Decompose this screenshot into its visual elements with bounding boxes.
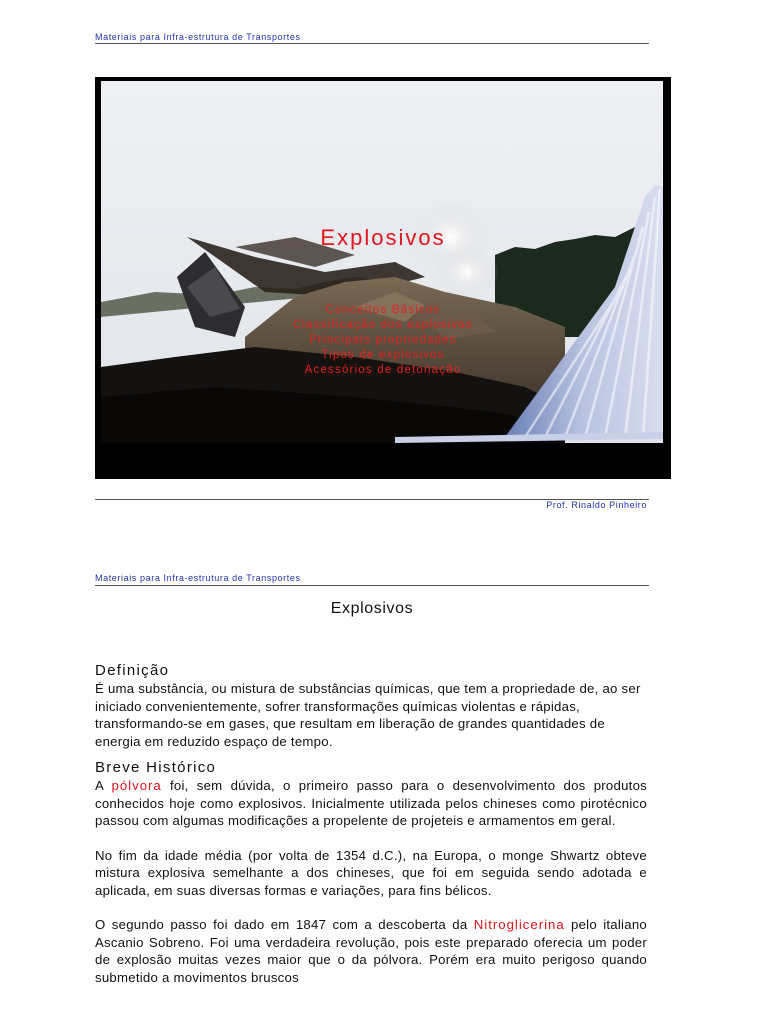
text-run: foi, sem dúvida, o primeiro passo para o desenvolvimento dos produtos conhecidos hoje como explosivos. Inicialmente utilizada pelos chineses como pirotécnico passou com algumas modificações a propelente de projeteis e armamentos em geral.: [95, 778, 648, 828]
slide-topic-item: Acessórios de detonação: [304, 364, 462, 376]
blast-photo-illustration: [95, 77, 671, 479]
page-header: Materiais para Infra-estrutura de Transportes: [95, 32, 301, 42]
text-run: pelo italiano Ascanio Sobreno. Foi uma verdadeira revolução, pois este preparado oferecia um poder de explosão muitas vezes maior que o da pólvora. Porém era muito perigoso quando submetido a movimentos bruscos: [95, 917, 647, 985]
slide-title: Explosivos: [320, 225, 446, 250]
text-run: O segundo passo foi dado em 1847 com a descoberta da: [95, 917, 474, 932]
page-header: Materiais para Infra-estrutura de Transportes: [95, 573, 301, 583]
page-footer-author: Prof. Rinaldo Pinheiro: [546, 500, 647, 510]
section-heading-definition: Definição: [95, 662, 170, 679]
document-title: Explosivos: [330, 600, 414, 617]
slide-topic-item: Tipos de explosivos: [321, 349, 445, 361]
slide-topic-item: Conceitos Básicos: [325, 304, 441, 316]
slide-topic-item: Classificação dos explosivos: [293, 319, 473, 331]
document-body: [95, 662, 647, 986]
highlight-polvora: pólvora: [111, 778, 162, 793]
slide-topic-item: Principais propriedades: [309, 334, 457, 346]
highlight-nitroglicerina: Nitroglicerina: [473, 917, 565, 932]
header-rule: [95, 585, 649, 586]
slide-photo: [95, 77, 671, 479]
history-paragraph-1: [95, 777, 647, 830]
section-heading-history: Breve Histórico: [95, 759, 217, 776]
definition-paragraph: É uma substância, ou mistura de substâncias químicas, que tem a propriedade de, ao ser iniciado convenientemente, sofrer transformações químicas violentas e rápidas, transformando-se em gases, que resultam em liberação de grandes quantidades de energia em reduzido espaço de tempo.: [95, 681, 641, 749]
text-run: A: [95, 778, 112, 793]
history-paragraph-3: [95, 916, 647, 986]
slide-topic-list: [95, 303, 671, 378]
header-rule: [95, 43, 649, 44]
history-paragraph-2: No fim da idade média (por volta de 1354 d.C.), na Europa, o monge Shwartz obteve mistura explosiva semelhante a dos chineses, que foi em seguida sendo adotada e aplicada, em suas diversas formas e variações, para fins bélicos.: [95, 847, 647, 898]
